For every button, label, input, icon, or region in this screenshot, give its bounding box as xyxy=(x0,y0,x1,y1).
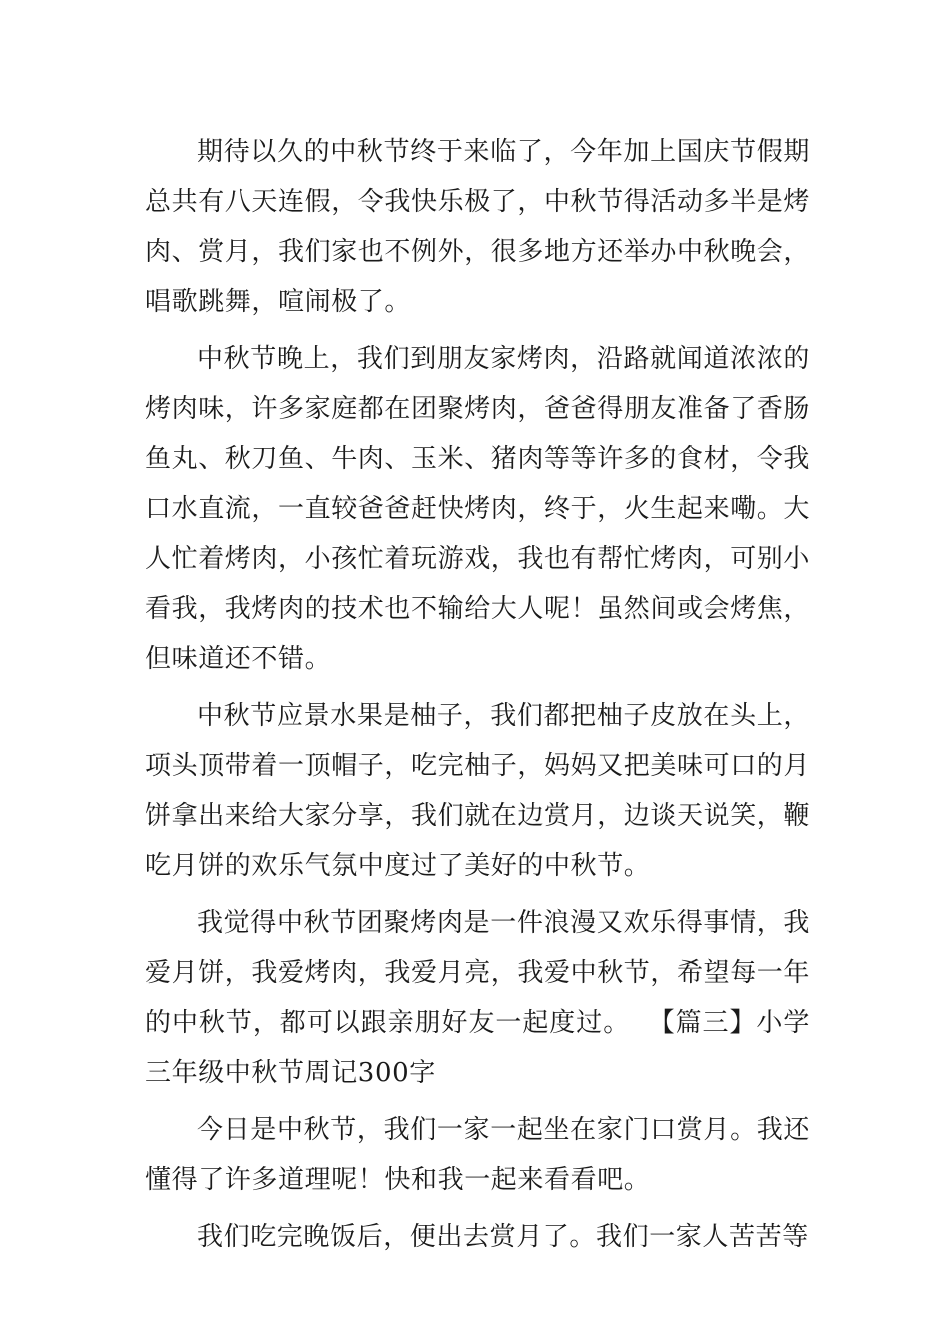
paragraph-5: 今日是中秋节，我们一家一起坐在家门口赏月。我还懂得了许多道理呢！快和我一起来看看吧。 xyxy=(145,1115,810,1195)
paragraph-4 xyxy=(145,898,810,1098)
document-body xyxy=(145,127,810,1269)
paragraph-3: 中秋节应景水果是柚子，我们都把柚子皮放在头上，项头顶带着一顶帽子，吃完柚子，妈妈又把美味可口的月饼拿出来给大家分享，我们就在边赏月，边谈天说笑，鞭吃月饼的欢乐气氛中度过了美好的中秋节。 xyxy=(145,701,811,881)
paragraph-1: 期待以久的中秋节终于来临了，今年加上国庆节假期总共有八天连假，令我快乐极了，中秋节得活动多半是烤肉、赏月，我们家也不例外，很多地方还举办中秋晚会，唱歌跳舞，喧闹极了。 xyxy=(145,137,811,317)
paragraph-4-text: 我觉得中秋节团聚烤肉是一件浪漫又欢乐得事情，我爱月饼，我爱烤肉，我爱月亮，我爱中秋节，希望每一年的中秋节，都可以跟亲朋好友一起度过。 xyxy=(145,908,811,1038)
paragraph-6: 我们吃完晚饭后，便出去赏月了。我们一家人苦苦等 xyxy=(197,1222,809,1252)
paragraph-2: 中秋节晚上，我们到朋友家烤肉，沿路就闻道浓浓的烤肉味，许多家庭都在团聚烤肉，爸爸得朋友准备了香肠鱼丸、秋刀鱼、牛肉、玉米、猪肉等等许多的食材，令我口水直流，一直较爸爸赶快烤肉，终于，火生起来嘞。大人忙着烤肉，小孩忙着玩游戏，我也有帮忙烤肉，可别小看我，我烤肉的技术也不输给大人呢！虽然间或会烤焦，但味道还不错。 xyxy=(145,344,811,674)
section-heading: 【篇三】小学三年级中秋节周记300字 xyxy=(145,1008,810,1088)
